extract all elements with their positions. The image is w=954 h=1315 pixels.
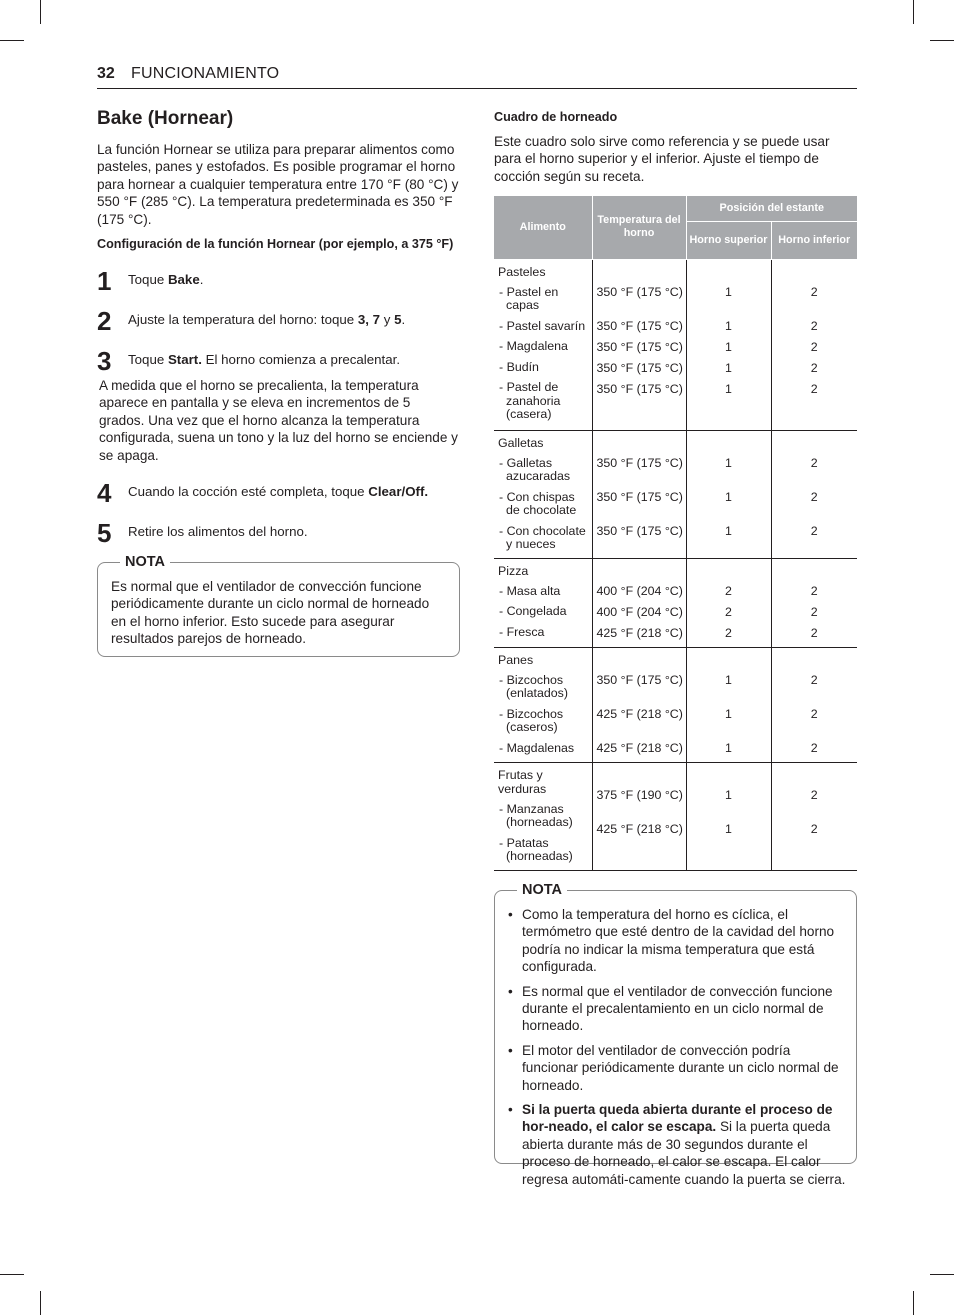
- food-cell: [494, 430, 592, 558]
- food-cell: [494, 647, 592, 762]
- upper-rack-value: 1: [725, 339, 732, 354]
- item-name: - Bizcochos (enlatados): [499, 672, 568, 701]
- temp-cell: [592, 558, 686, 647]
- crop-mark: [40, 1291, 41, 1315]
- note-box-right: [494, 882, 857, 1187]
- lower-rack-cell: [771, 430, 857, 558]
- group-name: Pizza: [498, 563, 529, 578]
- lower-rack-value: 2: [810, 740, 818, 755]
- temp-value: 400 °F (204 °C): [596, 604, 683, 619]
- item-name: - Masa alta: [499, 583, 561, 598]
- lower-rack-value: 2: [810, 381, 818, 396]
- lower-rack-cell: [771, 259, 857, 430]
- crop-mark: [913, 1291, 914, 1315]
- note-item: • Es normal que el ventilador de convección funcione durante el precalentamiento en un ciclo normal de horneado.: [508, 983, 833, 1034]
- item-name: - Pastel de zanahoria (casera): [499, 380, 561, 422]
- food-cell: [494, 259, 592, 430]
- temp-cell: [592, 259, 686, 430]
- temp-value: 350 °F (175 °C): [596, 339, 683, 354]
- item-name: - Congelada: [499, 604, 567, 619]
- temp-value: 350 °F (175 °C): [596, 318, 683, 333]
- group-name: Pasteles: [498, 264, 546, 279]
- page-number: 32: [97, 65, 115, 82]
- upper-rack-cell: [686, 647, 771, 762]
- step-text: Ajuste la temperatura del horno: toque 3, 7 y 5.: [128, 312, 406, 328]
- table-group: [494, 762, 857, 870]
- step-text: Toque Start. El horno comienza a precalentar.: [128, 352, 401, 368]
- upper-rack-value: 1: [725, 740, 732, 755]
- item-name: - Magdalenas: [499, 740, 575, 755]
- lower-rack-value: 2: [810, 455, 818, 470]
- item-name: - Magdalena: [499, 339, 568, 354]
- step-number: 2: [97, 306, 112, 337]
- upper-rack-value: 1: [725, 360, 732, 375]
- page-header: [97, 64, 857, 89]
- temp-value: 350 °F (175 °C): [596, 523, 683, 538]
- upper-rack-value: 1: [725, 706, 732, 721]
- lower-rack-value: 2: [810, 489, 818, 504]
- temp-value: 425 °F (218 °C): [596, 625, 683, 640]
- item-name: - Pastel en capas: [499, 284, 559, 313]
- header-upper: Horno superior: [686, 221, 771, 259]
- item-name: - Patatas (horneadas): [499, 835, 573, 864]
- temp-value: 425 °F (218 °C): [596, 706, 683, 721]
- temp-cell: [592, 647, 686, 762]
- lower-rack-value: 2: [810, 604, 818, 619]
- item-name: - Con chocolate y nueces: [499, 523, 586, 552]
- note-item: • Como la temperatura del horno es cíclica, el termómetro que esté dentro de la cavidad del horno podría no indicar la misma temperatura que está configurada.: [508, 907, 835, 975]
- step-text: Cuando la cocción esté completa, toque Clear/Off.: [128, 484, 429, 500]
- chart-heading: Cuadro de horneado: [494, 110, 618, 124]
- item-name: - Budín: [499, 359, 539, 374]
- header-lower: Horno inferior: [771, 221, 857, 259]
- table-row: [494, 647, 857, 762]
- note-list: [495, 906, 847, 1195]
- header-temp: Temperatura del horno: [592, 196, 686, 259]
- group-name: Panes: [498, 652, 534, 667]
- lower-rack-value: 2: [810, 583, 818, 598]
- group-name: Frutas y verduras: [498, 767, 547, 796]
- temp-value: 350 °F (175 °C): [596, 284, 683, 299]
- bullet-icon: •: [508, 983, 513, 999]
- temp-value: 350 °F (175 °C): [596, 489, 683, 504]
- table-group: [494, 558, 857, 647]
- upper-rack-value: 1: [725, 787, 732, 802]
- lower-rack-value: 2: [810, 787, 818, 802]
- bullet-icon: •: [508, 907, 513, 922]
- table-row: [494, 762, 857, 870]
- upper-rack-value: 1: [725, 672, 732, 687]
- upper-rack-value: 1: [725, 284, 732, 299]
- right-column: [494, 104, 857, 871]
- table-group: [494, 647, 857, 762]
- step-number: 5: [97, 518, 112, 549]
- temp-value: 350 °F (175 °C): [596, 381, 683, 396]
- page-title: Bake (Hornear): [97, 108, 234, 129]
- item-name: - Manzanas (horneadas): [499, 801, 573, 830]
- chart-intro: Este cuadro solo sirve como referencia y se puede usar para el horno superior y el inferior. Ajuste el tiempo de cocción según su receta.: [494, 134, 830, 184]
- lower-rack-value: 2: [810, 284, 818, 299]
- lower-rack-value: 2: [810, 318, 818, 333]
- table-row: [494, 430, 857, 558]
- crop-mark: [913, 0, 914, 24]
- intro-paragraph: La función Hornear se utiliza para preparar alimentos como pasteles, panes y estofados. Es posible programar el horno para hornear a cualquier temperatura entre 170 °F (80 °C) y 550 °F (285 °C). La temperatura predeterminada es 350 °F (175 °C).: [97, 142, 459, 227]
- temp-value: 375 °F (190 °C): [596, 787, 683, 802]
- table-row: [494, 259, 857, 430]
- step-number: 1: [97, 266, 112, 297]
- temp-value: 425 °F (218 °C): [596, 821, 683, 836]
- item-name: - Pastel savarín: [499, 318, 586, 333]
- item-name: - Fresca: [499, 624, 545, 639]
- step-text: Toque Bake.: [128, 272, 204, 288]
- lower-rack-value: 2: [810, 821, 818, 836]
- steps-list: [97, 266, 459, 386]
- bake-table: [494, 196, 857, 871]
- crop-mark: [40, 0, 41, 24]
- note-label: NOTA: [517, 881, 567, 899]
- note-box-left: [97, 554, 460, 657]
- item-name: - Con chispas de chocolate: [499, 489, 577, 518]
- upper-rack-value: 1: [725, 821, 732, 836]
- config-heading: Configuración de la función Hornear (por ejemplo, a 375 °F): [97, 237, 454, 252]
- temp-value: 350 °F (175 °C): [596, 360, 683, 375]
- bullet-icon: •: [508, 1102, 513, 1118]
- table-group: [494, 259, 857, 430]
- lower-rack-value: 2: [810, 523, 818, 538]
- left-column: [97, 104, 459, 558]
- step-2: [97, 306, 459, 346]
- upper-rack-cell: [686, 430, 771, 558]
- lower-rack-value: 2: [810, 672, 818, 687]
- food-cell: [494, 762, 592, 870]
- note-item: • El motor del ventilador de convección podría funcionar periódicamente durante un ciclo normal de horneado.: [508, 1042, 839, 1093]
- upper-rack-value: 2: [725, 583, 732, 598]
- note-item: • Si la puerta queda abierta durante el proceso de hor-neado, el calor se escapa. Si la puerta queda abierta durante más de 30 segundos durante el proceso de horneado, el calor se escapa. El calor regresa automáti-camente cuando la puerta se cierra.: [508, 1102, 846, 1187]
- section-title: FUNCIONAMIENTO: [131, 65, 280, 82]
- upper-rack-value: 1: [725, 381, 732, 396]
- item-name: - Galletas azucaradas: [499, 455, 571, 484]
- lower-rack-cell: [771, 762, 857, 870]
- upper-rack-value: 2: [725, 604, 732, 619]
- temp-value: 400 °F (204 °C): [596, 583, 683, 598]
- crop-mark: [930, 1274, 954, 1275]
- step-text: Retire los alimentos del horno.: [128, 524, 308, 540]
- temp-value: 350 °F (175 °C): [596, 672, 683, 687]
- upper-rack-value: 1: [725, 318, 732, 333]
- group-name: Galletas: [498, 435, 544, 450]
- note-label: NOTA: [120, 553, 170, 571]
- header-rack: Posición del estante: [686, 196, 857, 221]
- food-cell: [494, 558, 592, 647]
- step-number: 3: [97, 346, 112, 377]
- lower-rack-value: 2: [810, 625, 818, 640]
- table-row: [494, 558, 857, 647]
- temp-cell: [592, 762, 686, 870]
- step-number: 4: [97, 478, 112, 509]
- steps-list-2: [97, 478, 459, 558]
- note-text: Es normal que el ventilador de convección funcione periódicamente durante un ciclo normal de horneado en el horno inferior. Esto sucede para asegurar resultados parejos de horneado.: [111, 579, 430, 647]
- upper-rack-cell: [686, 259, 771, 430]
- table-group: [494, 430, 857, 558]
- lower-rack-value: 2: [810, 706, 818, 721]
- step-4: [97, 478, 459, 518]
- crop-mark: [0, 40, 24, 41]
- temp-value: 425 °F (218 °C): [596, 740, 683, 755]
- upper-rack-value: 2: [725, 625, 732, 640]
- upper-rack-value: 1: [725, 489, 732, 504]
- upper-rack-cell: [686, 558, 771, 647]
- upper-rack-value: 1: [725, 523, 732, 538]
- lower-rack-value: 2: [810, 339, 818, 354]
- preheat-paragraph: A medida que el horno se precalienta, la temperatura aparece en pantalla y se eleva en incrementos de 5 grados. Una vez que el horno alcanza la temperatura configurada, suena un tono y la luz del horno se enciende y se apaga.: [99, 378, 458, 463]
- bullet-icon: •: [508, 1042, 513, 1058]
- crop-mark: [930, 40, 954, 41]
- crop-mark: [0, 1274, 24, 1275]
- step-1: [97, 266, 459, 306]
- upper-rack-cell: [686, 762, 771, 870]
- lower-rack-cell: [771, 647, 857, 762]
- step-3: [97, 346, 459, 386]
- lower-rack-cell: [771, 558, 857, 647]
- item-name: - Bizcochos (caseros): [499, 706, 564, 735]
- upper-rack-value: 1: [725, 455, 732, 470]
- lower-rack-value: 2: [810, 360, 818, 375]
- temp-cell: [592, 430, 686, 558]
- temp-value: 350 °F (175 °C): [596, 455, 683, 470]
- header-food: Alimento: [494, 196, 592, 259]
